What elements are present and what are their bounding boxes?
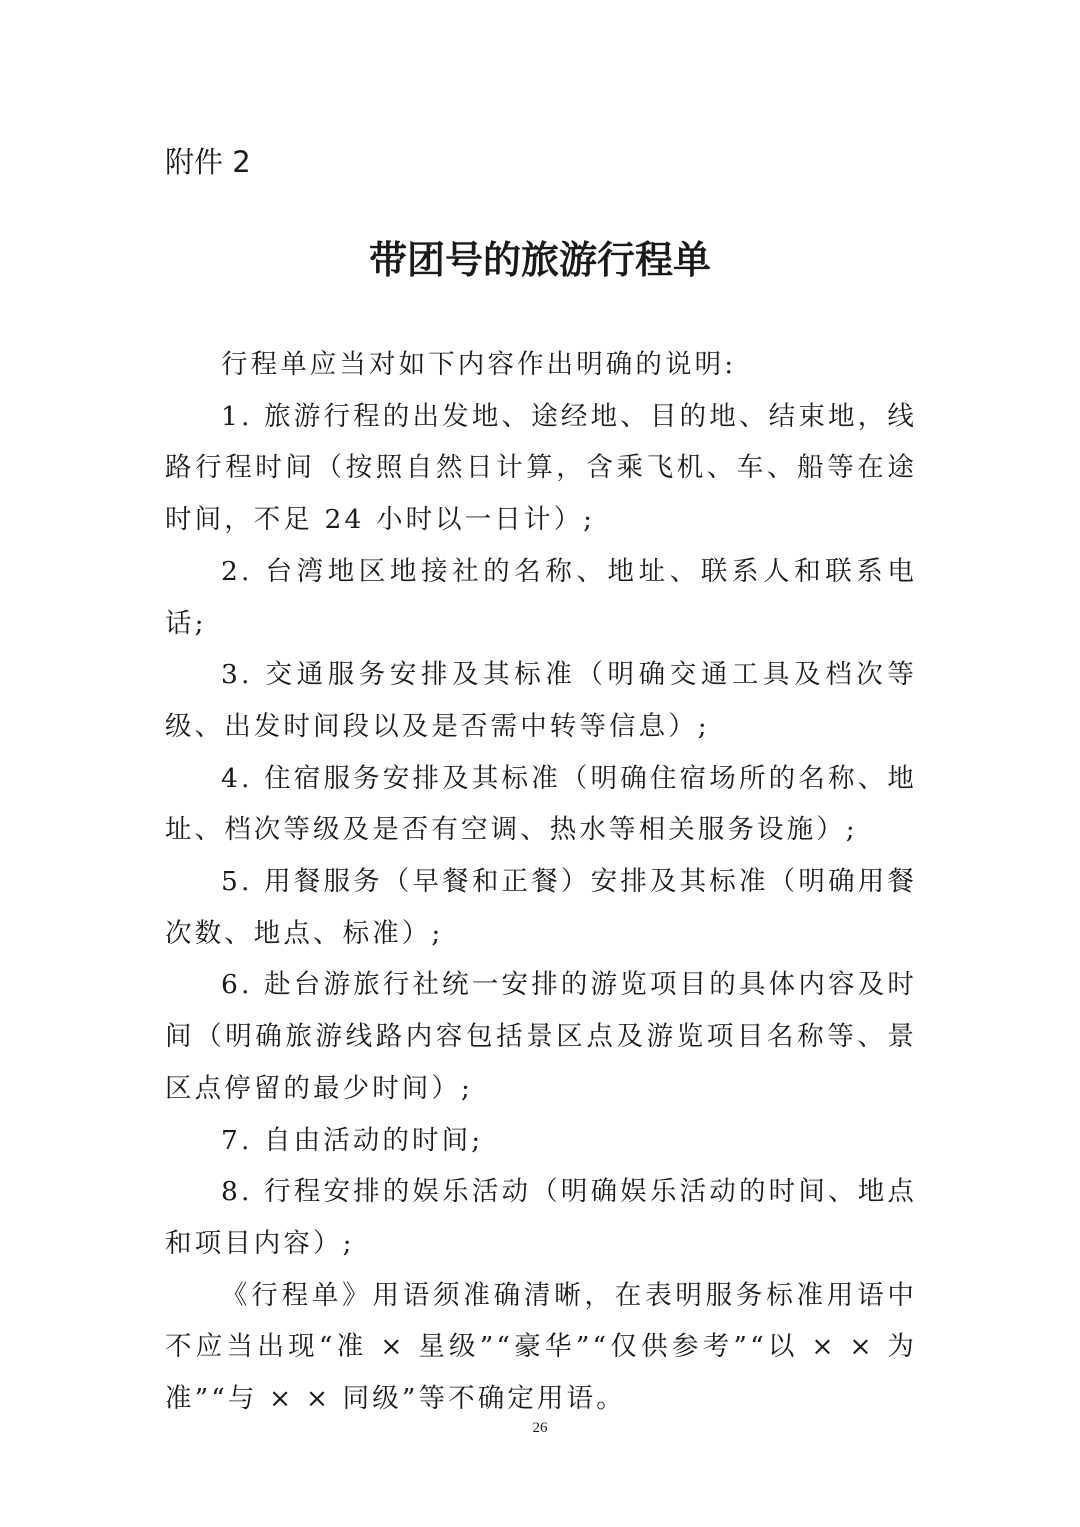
item-2-paragraph: 2. 台湾地区地接社的名称、地址、联系人和联系电话; [165, 555, 917, 639]
attachment-label: 附件 2 [165, 145, 251, 179]
closing-paragraph: 《行程单》用语须准确清晰，在表明服务标准用语中不应当出现“准 × 星级”“豪华”“仅供参考”“以 × × 为准”“与 × × 同级”等不确定用语。 [165, 1279, 917, 1415]
item-6-paragraph: 6. 赴台游旅行社统一安排的游览项目的具体内容及时间（明确旅游线路内容包括景区点及游览项目名称等、景区点停留的最少时间）; [165, 969, 917, 1104]
document-title: 带团号的旅游行程单 [368, 237, 711, 282]
item-4-paragraph: 4. 住宿服务安排及其标准（明确住宿场所的名称、地址、档次等级及是否有空调、热水等相关服务设施）; [165, 762, 917, 846]
document-body [165, 339, 917, 1425]
item-8-paragraph: 8. 行程安排的娱乐活动（明确娱乐活动的时间、地点和项目内容）; [165, 1176, 917, 1259]
intro-paragraph: 行程单应当对如下内容作出明确的说明: [221, 349, 737, 380]
item-3-paragraph: 3. 交通服务安排及其标准（明确交通工具及档次等级、出发时间段以及是否需中转等信息）; [165, 659, 917, 742]
item-1-paragraph: 1. 旅游行程的出发地、途经地、目的地、结束地，线路行程时间（按照自然日计算，含乘飞机、车、船等在途时间，不足 24 小时以一日计）; [165, 400, 917, 536]
item-5-paragraph: 5. 用餐服务（早餐和正餐）安排及其标准（明确用餐次数、地点、标准）; [165, 866, 917, 949]
page-number: 26 [532, 1420, 548, 1436]
item-7-paragraph: 7. 自由活动的时间; [221, 1124, 484, 1156]
